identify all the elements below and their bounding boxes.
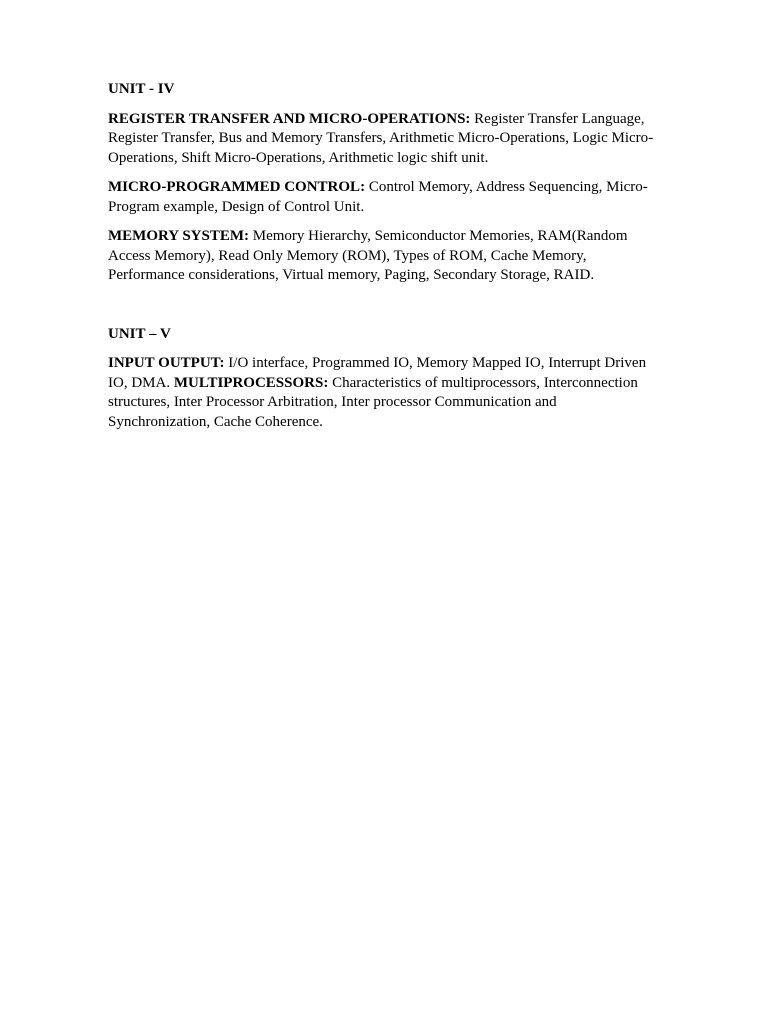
micro-programmed-control-text: Control Memory, Address Sequencing, Micro-Program example, Design of Control Unit. xyxy=(108,179,648,215)
micro-programmed-control-paragraph xyxy=(108,178,660,217)
micro-programmed-control-title: MICRO-PROGRAMMED CONTROL: xyxy=(108,179,366,195)
register-transfer-paragraph xyxy=(108,110,660,169)
memory-system-title: MEMORY SYSTEM: xyxy=(108,228,249,244)
register-transfer-title: REGISTER TRANSFER AND MICRO-OPERATIONS: xyxy=(108,110,471,127)
input-output-title: INPUT OUTPUT: xyxy=(108,355,225,371)
multiprocessors-text: Characteristics of multiprocessors, Interconnection structures, Inter Processor Arbitration, Inter processor Communication and Synchronization, Cache Coherence. xyxy=(108,374,638,430)
unit-spacer xyxy=(108,296,660,325)
memory-system-paragraph xyxy=(108,227,660,286)
register-transfer-text: Register Transfer Language, Register Transfer, Bus and Memory Transfers, Arithmetic Micro-Operations, Logic Micro-Operations, Shift Micro-Operations, Arithmetic logic shift unit. xyxy=(108,110,654,166)
unit-iv-heading: UNIT - IV xyxy=(108,81,175,97)
input-output-paragraph xyxy=(108,354,660,432)
input-output-text: I/O interface, Programmed IO, Memory Mapped IO, Interrupt Driven IO, DMA. xyxy=(108,355,647,391)
document-page xyxy=(108,80,660,442)
multiprocessors-title: MULTIPROCESSORS: xyxy=(173,374,329,391)
unit-v-heading: UNIT – V xyxy=(108,325,171,342)
memory-system-text: Memory Hierarchy, Semiconductor Memories, RAM(Random Access Memory), Read Only Memory (ROM), Types of ROM, Cache Memory, Performance considerations, Virtual memory, Paging, Secondary Storage, RAID. xyxy=(108,228,628,283)
